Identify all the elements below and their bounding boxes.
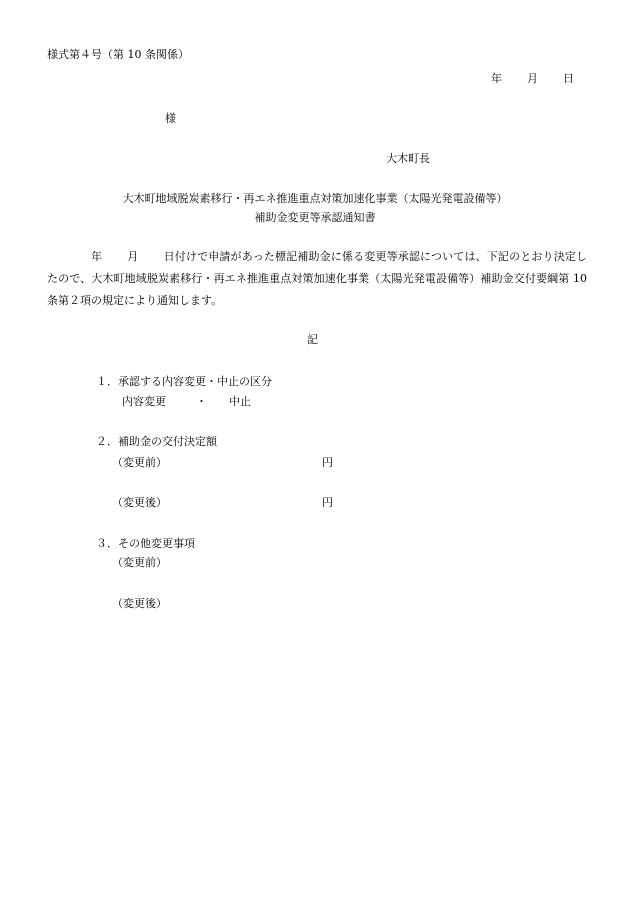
body-paragraph (47, 246, 587, 312)
item3-after-label: （変更後） (112, 597, 167, 610)
document-title-line2: 補助金変更等承認通知書 (254, 211, 376, 224)
body-year: 年 (91, 250, 103, 263)
body-line1: 日付けで申請があった標記補助金に係る変更等承認については、下記のとお (163, 250, 543, 263)
item2-heading: ２．補助金の交付決定額 (96, 435, 217, 448)
recipient-suffix: 様 (165, 112, 176, 125)
date-day: 日 (563, 72, 574, 85)
document-title-line1: 大木町地域脱炭素移行・再エネ推進重点対策加速化事業（太陽光発電設備等） (122, 192, 508, 205)
item2-before-label: （変更前） (112, 456, 167, 469)
date-month: 月 (527, 72, 538, 85)
body-line3: 金交付要綱第 10 条第２項の規定により通知します。 (47, 272, 587, 307)
issuer: 大木町長 (386, 152, 430, 165)
body-month: 月 (127, 250, 139, 263)
item2-after-label: （変更後） (112, 496, 167, 509)
ki-heading: 記 (307, 333, 318, 346)
item2-before-unit: 円 (322, 456, 333, 469)
item1-option-cancel: 中止 (229, 395, 251, 408)
item1-heading: １．承認する内容変更・中止の区分 (96, 375, 272, 388)
item1-separator: ・ (196, 395, 207, 408)
item3-heading: ３．その他変更事項 (96, 537, 195, 550)
body-line2: り決定したので、大木町地域脱炭素移行・再エネ推進重点対策加速化事業（太陽光発電設備等）補助 (47, 250, 588, 285)
item2-after-unit: 円 (322, 496, 333, 509)
date-year: 年 (491, 72, 502, 85)
form-number: 様式第４号（第 10 条関係） (47, 48, 189, 61)
item1-option-content-change: 内容変更 (122, 395, 166, 408)
item3-before-label: （変更前） (112, 556, 167, 569)
